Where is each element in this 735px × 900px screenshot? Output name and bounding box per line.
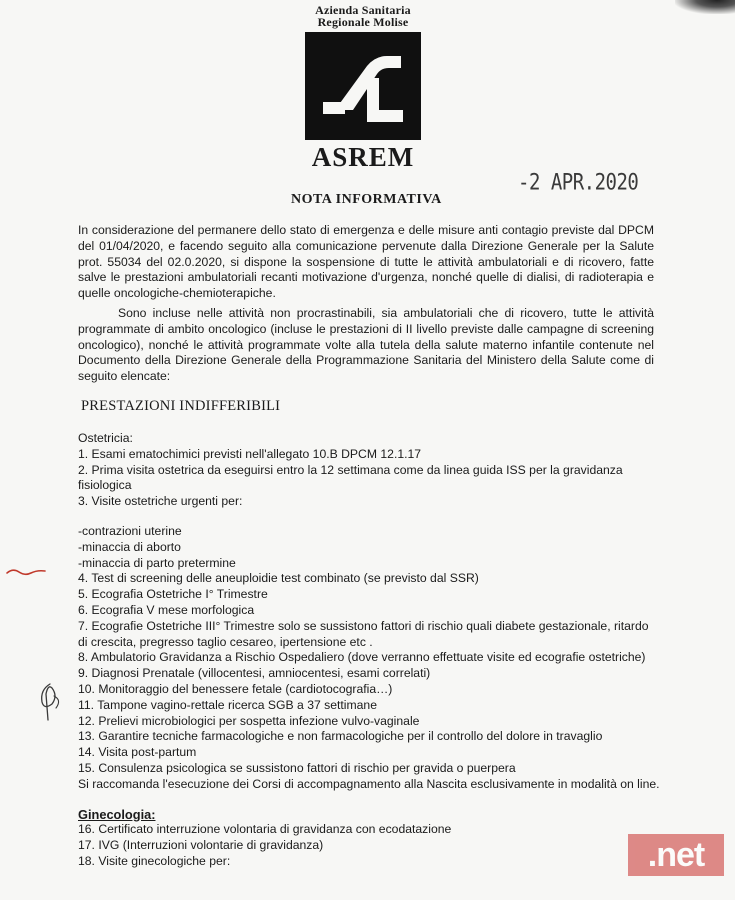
red-pen-mark-icon — [5, 565, 47, 579]
list-item: 14. Visita post-partum — [78, 745, 197, 760]
date-stamp: -2 APR.2020 — [518, 170, 639, 196]
list-item: 10. Monitoraggio del benessere fetale (cardiotocografia…) — [78, 681, 393, 696]
list-item: 5. Ecografia Ostetriche I° Trimestre — [78, 587, 268, 602]
list-item: 8. Ambulatorio Gravidanza a Rischio Ospedaliero (dove verranno effettuate visite ed ecografie ostetriche) — [78, 650, 646, 665]
list-item: 11. Tampone vagino-rettale ricerca SGB a 37 settimane — [78, 697, 377, 712]
org-name-line1: Azienda Sanitaria — [315, 3, 411, 17]
asrem-logo-text: ASREM — [311, 142, 415, 172]
asrem-logo — [305, 32, 421, 140]
list-item: 12. Prelievi microbiologici per sospetta infezione vulvo-vaginale — [78, 713, 420, 728]
ostetricia-list — [78, 431, 678, 870]
intro-paragraph: In considerazione del permanere dello stato di emergenza e delle misure anti contagio previste dal DPCM del 01/04/2020, e facendo seguito alla comunicazione pervenute dalla Direzione Generale per la Salute prot. 55034 del 02.0.2020, si dispone la sospensione di tutte le attività ambulatoriali e di ricovero, fatte salve le prestazioni ambulatoriali recanti motivazione d'urgenza, nonché quelle di dialisi, di radioterapia e quelle oncologiche-chemioterapiche. — [78, 223, 654, 301]
list-item: 13. Garantire tecniche farmacologiche e non farmacologiche per il controllo del dolore in travaglio — [78, 729, 603, 744]
ostetricia-heading: Ostetricia: — [78, 431, 133, 445]
second-paragraph: Sono incluse nelle attività non procrastinabili, sia ambulatoriali che di ricovero, tutte le attività programmate di ambito oncologico (incluse le prestazioni di II livello previste dalle campagne di screening oncologico), nonché le attività programmate volte alla tutela della salute materno infantile contenute nel Documento della Direzione Generale della Programmazione Sanitaria del Ministero della Salute come di seguito elencate: — [78, 306, 654, 384]
handwritten-scribble-icon — [36, 680, 66, 722]
list-item: 7. Ecografie Ostetriche III° Trimestre solo se sussistono fattori di rischio quali diabete gestazionale, ritardo di crescita, pregresso taglio cesareo, ipertensione etc . — [78, 618, 649, 649]
list-item: 2. Prima visita ostetrica da eseguirsi entro la 12 settimana come da linea guida ISS per la gravidanza fisiologica — [78, 462, 623, 493]
site-watermark: .net — [628, 834, 724, 876]
list-item: 4. Test di screening delle aneuploidie test combinato (se previsto dal SSR) — [78, 571, 479, 586]
list-item: 6. Ecografia V mese morfologica — [78, 602, 255, 617]
list-item: 17. IVG (Interruzioni volontarie di gravidanza) — [78, 838, 324, 853]
section-title: PRESTAZIONI INDIFFERIBILI — [81, 398, 281, 414]
asrem-logo-mark-icon — [305, 32, 421, 140]
list-item: 3. Visite ostetriche urgenti per: — [78, 494, 243, 509]
list-item: 18. Visite ginecologiche per: — [78, 853, 231, 868]
sub-list-item: -minaccia di aborto — [78, 539, 181, 554]
list-item: 1. Esami ematochimici previsti nell'allegato 10.B DPCM 12.1.17 — [78, 446, 422, 461]
org-name-line2: Regionale Molise — [317, 15, 409, 29]
page-corner-shadow — [675, 0, 735, 14]
list-item: 16. Certificato interruzione volontaria di gravidanza con ecodatazione — [78, 822, 452, 837]
ginecologia-heading: Ginecologia: — [78, 806, 156, 822]
asrem-header — [298, 4, 428, 172]
sub-list-item: -minaccia di parto pretermine — [78, 555, 236, 570]
list-item: 15. Consulenza psicologica se sussistono fattori di rischio per gravida o puerpera — [78, 760, 516, 775]
document-title: NOTA INFORMATIVA — [291, 192, 442, 207]
corsi-note: Si raccomanda l'esecuzione dei Corsi di accompagnamento alla Nascita esclusivamente in modalità on line. — [78, 776, 660, 791]
list-item: 9. Diagnosi Prenatale (villocentesi, amniocentesi, esami correlati) — [78, 666, 431, 681]
sub-list-item: -contrazioni uterine — [78, 523, 182, 538]
